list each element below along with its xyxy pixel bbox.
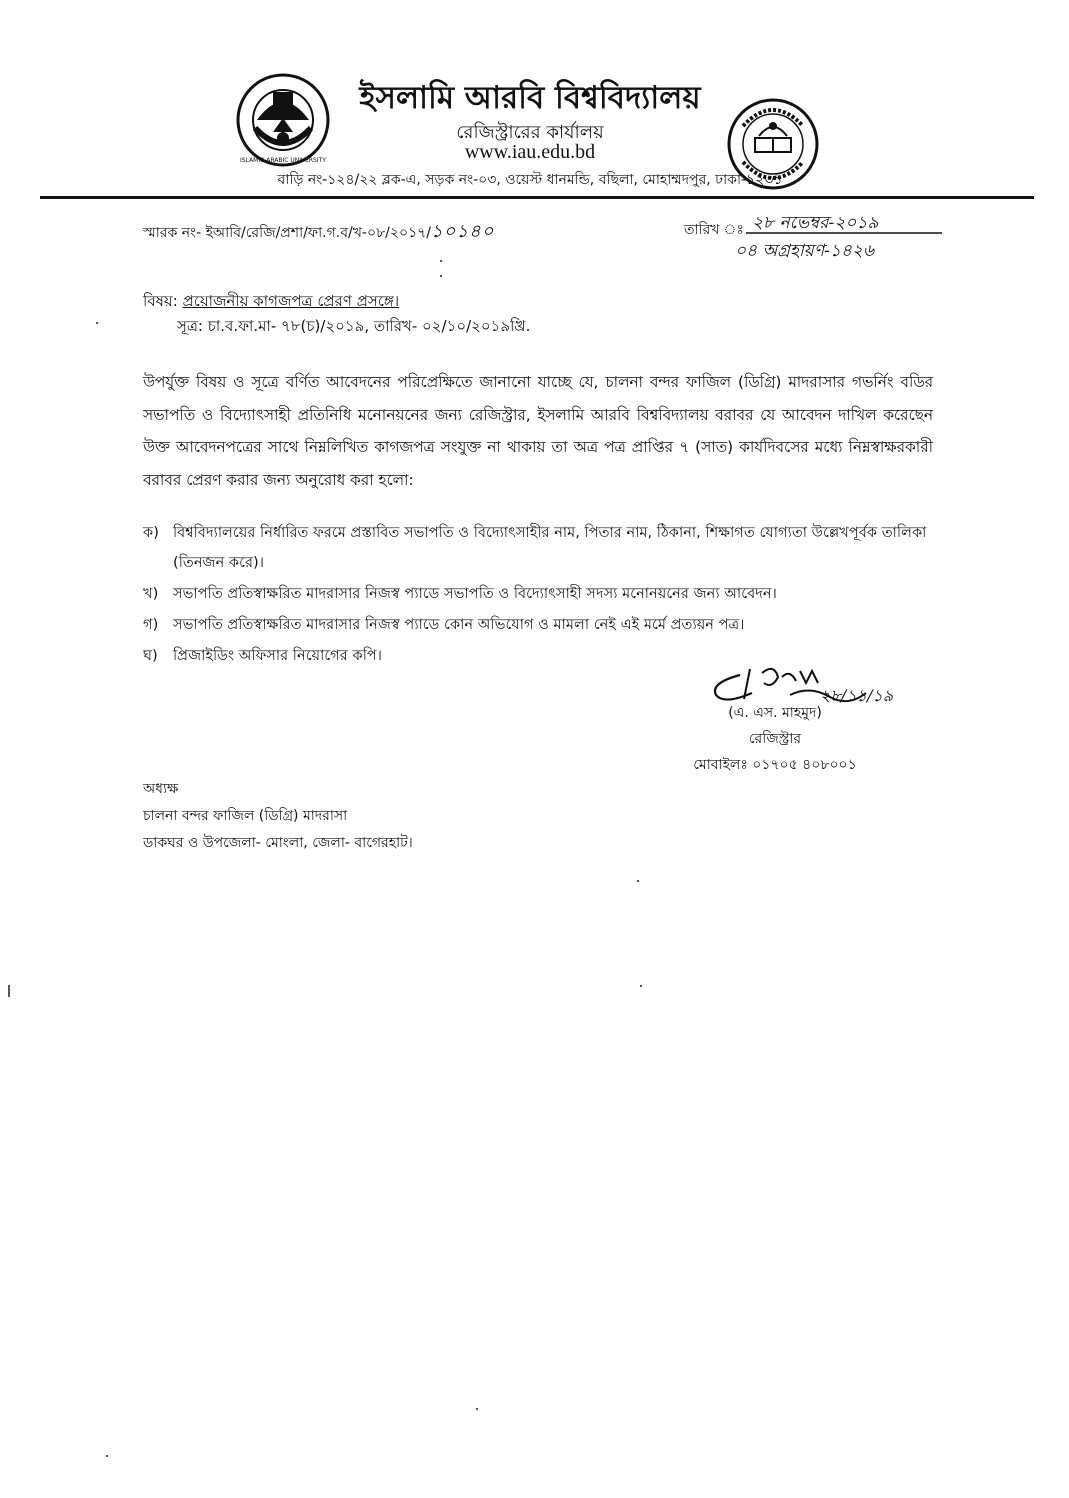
- address: বাড়ি নং-১২৪/২২ ব্লক-এ, সড়ক নং-০৩, ওয়েস্ট ধানমন্ডি, বছিলা, মোহাম্মদপুর, ঢাকা-১২৩১: [277, 172, 783, 188]
- svg-text:ISLAMIC ARABIC UNIVERSITY: ISLAMIC ARABIC UNIVERSITY: [240, 157, 326, 164]
- reference-line: সূত্র: চা.ব.ফা.মা- ৭৮(চ)/২০১৯, তারিখ- ০২/১০/২০১৯খ্রি.: [177, 317, 531, 335]
- date-label: তারিখ ঃ: [684, 222, 744, 238]
- header-divider: [40, 196, 1034, 199]
- website: www.iau.edu.bd: [464, 141, 596, 163]
- memo-handwritten-number: ১০১৪০: [430, 221, 495, 242]
- list-item-text: সভাপতি প্রতিস্বাক্ষরিত মাদরাসার নিজস্ব প্যাডে সভাপতি ও বিদ্যোৎসাহী সদস্য মনোনয়নের জন্য আবেদন।: [173, 585, 777, 602]
- signatory-mobile: মোবাইলঃ ০১৭০৫ ৪০৮০০১: [693, 757, 857, 773]
- scan-speck: [106, 1455, 108, 1457]
- memo-number: [143, 217, 494, 248]
- recipient-address: ডাকঘর ও উপজেলা- মোংলা, জেলা- বাগেরহাট।: [143, 835, 413, 851]
- recipient-block: [143, 776, 413, 857]
- scan-speck: [8, 985, 10, 997]
- memo-label: স্মারক নং- ইআবি/রেজি/প্রশা/ফা.গ.ব/খ-০৮/২০১৭/: [143, 225, 431, 241]
- list-marker: খ): [143, 585, 159, 602]
- subject-line: [143, 290, 399, 315]
- requirements-list: [143, 518, 933, 672]
- signatory-title: রেজিস্ট্রার: [748, 731, 802, 747]
- subject-label: বিষয়:: [143, 292, 178, 310]
- signatory-block: [640, 700, 910, 778]
- subject-text: প্রয়োজনীয় কাগজপত্র প্রেরণ প্রসঙ্গে।: [182, 292, 400, 310]
- list-item: [143, 610, 933, 640]
- date-bangla: ০৪ অগ্রহায়ণ-১৪২৬: [735, 241, 875, 261]
- scan-speck: [440, 260, 442, 262]
- list-marker: ক): [143, 524, 159, 541]
- office-name: রেজিস্ট্রারের কার্যালয়: [456, 122, 604, 143]
- list-item-text: সভাপতি প্রতিস্বাক্ষরিত মাদরাসার নিজস্ব প্যাডে কোন অভিযোগ ও মামলা নেই এই মর্মে প্রত্যয়ন পত্র।: [173, 616, 745, 633]
- date-english: ২৮ নভেম্বর-২০১৯: [752, 213, 879, 233]
- scan-speck: [637, 880, 639, 882]
- scan-speck: [96, 322, 98, 324]
- body-paragraph: উপর্যুক্ত বিষয় ও সূত্রে বর্ণিত আবেদনের পরিপ্রেক্ষিতে জানানো যাচ্ছে যে, চালনা বন্দর ফাজিল (ডিগ্রি) মাদরাসার গভর্নিং বডির সভাপতি ও বিদ্যোৎসাহী প্রতিনিধি মনোনয়নের জন্য রেজিস্ট্রার, ইসলামি আরবি বিশ্ববিদ্যালয় বরাবর যে আবেদন দাখিল করেছেন উক্ত আবেদনপত্রের সাথে নিম্নলিখিত কাগজপত্র সংযুক্ত না থাকায় তা অত্র পত্র প্রাপ্তির ৭ (সাত) কার্যদিবসের মধ্যে নিম্নস্বাক্ষরকারী বরাবর প্রেরণ করার জন্য অনুরোধ করা হলো:: [143, 373, 933, 489]
- recipient-title: অধ্যক্ষ: [143, 781, 179, 797]
- signature-date: ২৮/১১/১৯: [820, 686, 894, 705]
- list-marker: ঘ): [143, 647, 158, 664]
- list-item: [143, 518, 933, 578]
- university-name: ইসলামি আরবি বিশ্ববিদ্যালয়: [359, 80, 701, 116]
- recipient-institution: চালনা বন্দর ফাজিল (ডিগ্রি) মাদরাসা: [143, 808, 348, 824]
- date-underline: [746, 231, 942, 235]
- scan-speck: [440, 275, 442, 277]
- list-marker: গ): [143, 616, 159, 633]
- list-item-text: প্রিজাইডিং অফিসার নিয়োগের কপি।: [173, 647, 382, 664]
- scan-speck: [640, 985, 642, 987]
- list-item-text: বিশ্ববিদ্যালয়ের নির্ধারিত ফরমে প্রস্তাবিত সভাপতি ও বিদ্যোৎসাহীর নাম, পিতার নাম, ঠিকানা, শিক্ষাগত যোগ্যতা উল্লেখপূর্বক তালিকা (তিনজন করে)।: [173, 524, 927, 571]
- scan-speck: [476, 1408, 478, 1410]
- signatory-name: (এ. এস. মাহমুদ): [728, 705, 822, 721]
- list-item: [143, 579, 933, 609]
